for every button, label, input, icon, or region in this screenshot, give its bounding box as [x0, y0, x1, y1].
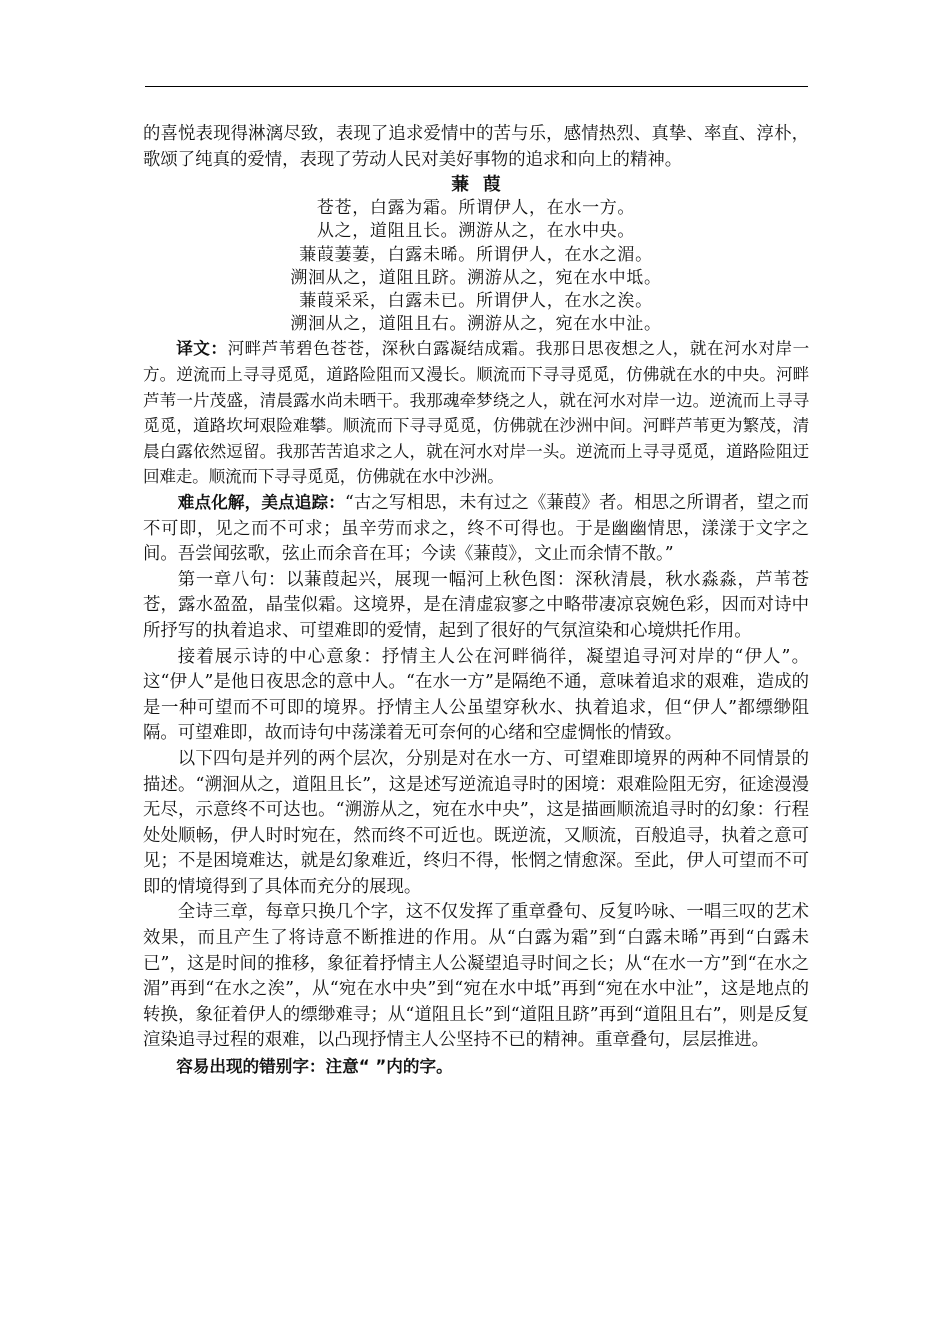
analysis-paragraph: 接着展示诗的中心意象：抒情主人公在河畔徜徉，凝望追寻河对岸的“伊人”。这“伊人”是他日夜思念的意中人。“在水一方”是隔绝不通，意味着追求的艰难，造成的是一种可望而不可即的境界。抒情主人公虽望穿秋水、执着追求，但“伊人”都缥缈阻隔。可望难即，故而诗句中荡漾着无可奈何的心绪和空虚惆怅的情致。 — [143, 646, 809, 744]
header-rule — [145, 86, 808, 87]
typo-note: 容易出现的错别字：注意“ ”内的字。 — [176, 1057, 453, 1077]
analysis-quote: “古之写相思，未有过之《蒹葭》者。相思之所谓者，望之而不可即，见之而不可求；虽辛劳而求之，终不可得也。于是幽幽情思，漾漾于文字之间。吾尝闻弦歌，弦止而余音在耳；今读《蒹葭》，文止而余情不散。” — [143, 492, 809, 565]
poem-line: 蒹葭采采，白露未已。所谓伊人，在水之涘。 — [299, 291, 653, 311]
analysis-label: 难点化解，美点追踪： — [177, 492, 345, 512]
translation-paragraph — [143, 336, 809, 490]
poem-line: 苍苍，白露为霜。所谓伊人，在水一方。 — [316, 198, 636, 219]
poem-title: 蒹葭 — [451, 175, 515, 196]
poem-body — [143, 197, 809, 336]
analysis-paragraph: 全诗三章，每章只换几个字，这不仅发挥了重章叠句、反复吟咏、一唱三叹的艺术效果，而且产生了将诗意不断推进的作用。从“白露为霜”到“白露未晞”再到“白露未已”，这是时间的推移，象征着抒情主人公凝望追寻时间之长；从“在水一方”到“在水之湄”再到“在水之涘”，从“宛在水中央”到“宛在水中坻”再到“宛在水中沚”，这是地点的转换，象征着伊人的缥缈难寻；从“道阻且长”到“道阻且跻”再到“道阻且右”，则是反复渲染追寻过程的艰难，以凸现抒情主人公坚持不已的精神。重章叠句，层层推进。 — [143, 902, 809, 1051]
poem-line: 溯洄从之，道阻且跻。溯游从之，宛在水中坻。 — [290, 267, 662, 288]
analysis-paragraph: 以下四句是并列的两个层次，分别是对在水一方、可望难即境界的两种不同情景的描述。“溯洄从之，道阻且长”，这是述写逆流追寻时的困境：艰难险阻无穷，征途漫漫无尽，示意终不可达也。“溯游从之，宛在水中央”，这是描画顺流追寻时的幻象：行程处处顺畅，伊人时时宛在，然而终不可近也。既逆流，又顺流，百般追寻，执着之意可见；不是困境难达，就是幻象难近，终归不得，怅惘之情愈深。至此，伊人可望而不可即的情境得到了具体而充分的展现。 — [143, 748, 809, 897]
analysis-quote-paragraph — [143, 490, 809, 568]
translation-label: 译文： — [176, 339, 228, 359]
poem-line: 溯洄从之，道阻且右。溯游从之，宛在水中沚。 — [290, 314, 662, 335]
poem-line: 蒹葭萋萋，白露未晞。所谓伊人，在水之湄。 — [299, 244, 653, 265]
analysis-paragraph: 第一章八句：以蒹葭起兴，展现一幅河上秋色图：深秋清晨，秋水淼淼，芦苇苍苍，露水盈盈，晶莹似霜。这境界，是在清虚寂寥之中略带凄凉哀婉色彩，因而对诗中所抒写的执着追求、可望难即的爱情，起到了很好的气氛渲染和心境烘托作用。 — [143, 569, 809, 641]
intro-paragraph: 的喜悦表现得淋漓尽致，表现了追求爱情中的苦与乐，感情热烈、真挚、率直、淳朴，歌颂了纯真的爱情，表现了劳动人民对美好事物的追求和向上的精神。 — [143, 124, 809, 170]
document-body — [143, 122, 809, 1080]
poem-line: 从之，道阻且长。溯游从之，在水中央。 — [316, 221, 636, 242]
translation-text: 河畔芦苇碧色苍苍，深秋白露凝结成霜。我那日思夜想之人，就在河水对岸一方。逆流而上寻寻觅觅，道路险阻而又漫长。顺流而下寻寻觅觅，仿佛就在水的中央。河畔芦苇一片茂盛，清晨露水尚未晒干。我那魂牵梦绕之人，就在河水对岸一边。逆流而上寻寻觅觅，道路坎坷艰险难攀。顺流而下寻寻觅觅，仿佛就在沙洲中间。河畔芦苇更为繁茂，清晨白露依然逗留。我那苦苦追求之人，就在河水对岸一头。逆流而上寻寻觅觅，道路险阻迂回难走。顺流而下寻寻觅觅，仿佛就在水中沙洲。 — [143, 339, 809, 487]
